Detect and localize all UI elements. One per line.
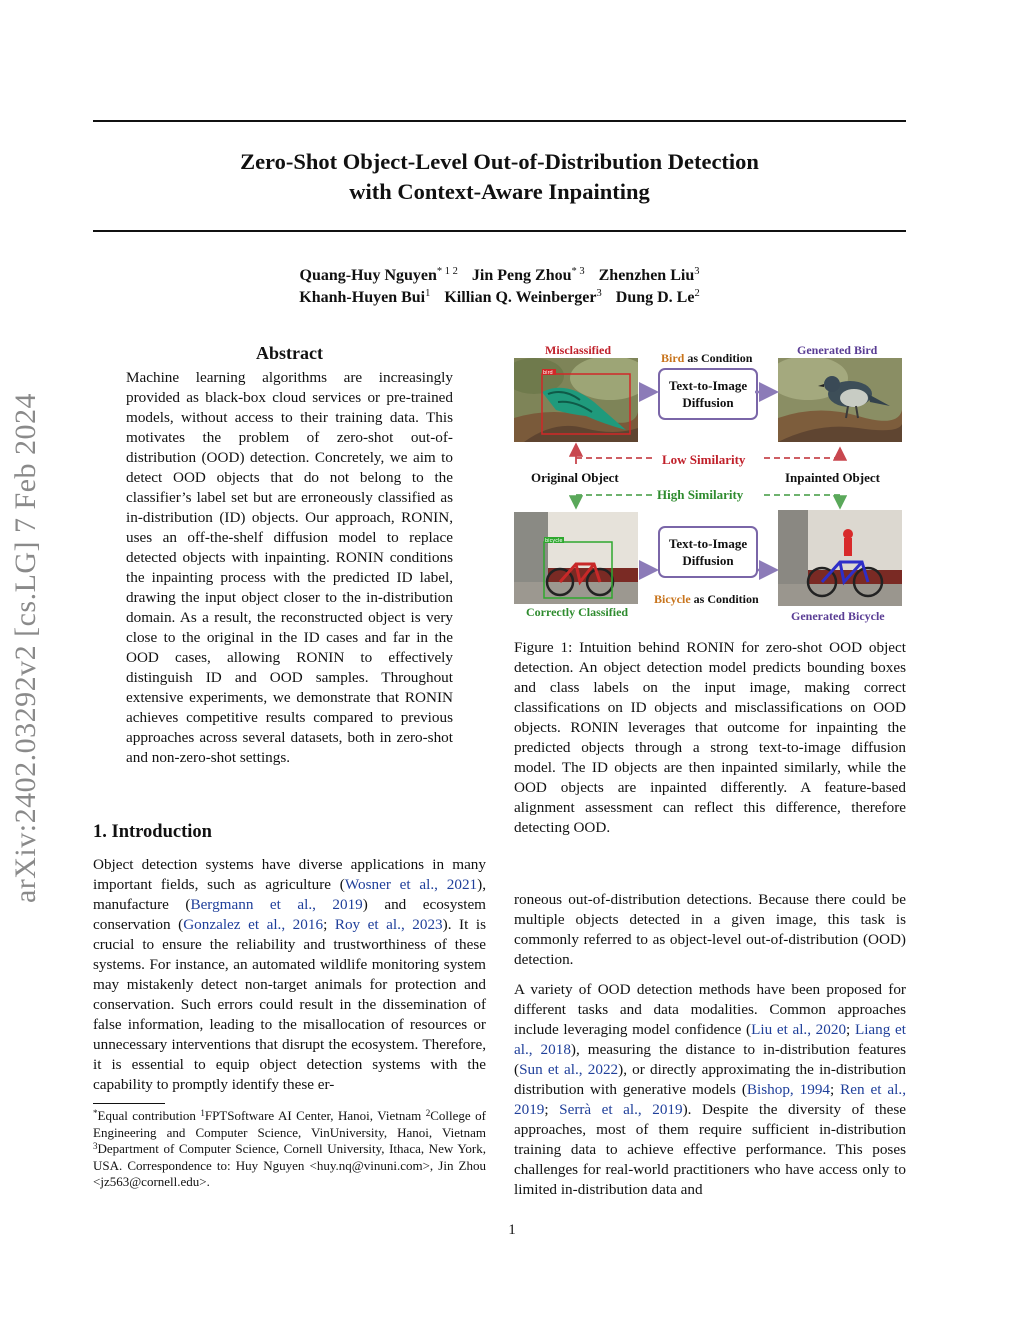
- author: Dung D. Le$^2$: [615, 288, 700, 306]
- label-generated-bird: Generated Bird: [797, 343, 878, 357]
- author: Killian Q. Weinberger$^3$: [444, 288, 602, 306]
- abstract-heading: Abstract: [256, 343, 323, 363]
- author: Jin Peng Zhou$^{* 3}$: [471, 266, 585, 284]
- title-top-rule: [93, 120, 906, 122]
- citation-link[interactable]: Roy et al., 2023: [334, 916, 443, 933]
- text-to-image-diffusion-box-top: Text-to-Image Diffusion: [658, 368, 758, 420]
- label-high-similarity: High Similarity: [657, 487, 744, 502]
- page-number: 1: [508, 1222, 516, 1238]
- footnote: *Equal contribution $^1$FPTSoftware AI Center, Hanoi, Vietnam $^2$College of Engineering and Computer Science, VinUniversity, Hanoi, Vietnam $^3$Department of Computer Science, Cornell University, Ithaca, New York, USA. Correspondence to: Huy Nguyen <huy.nq@vinuni.com>, Jin Zhou <jz563@cornell.edu>.: [93, 1108, 486, 1189]
- label-bicycle-condition: Bicycle as Condition: [654, 592, 759, 606]
- bird-tag: bird: [543, 370, 553, 376]
- footnote-rule: [93, 1103, 165, 1104]
- title-line-2: with Context-Aware Inpainting: [349, 179, 650, 204]
- label-generated-bicycle: Generated Bicycle: [791, 609, 885, 623]
- title-bottom-rule: [93, 230, 906, 232]
- citation-link[interactable]: Ren et al., 2019: [514, 1081, 906, 1118]
- title-line-1: Zero-Shot Object-Level Out-of-Distribution Detection: [240, 149, 759, 174]
- citation-link[interactable]: Sun et al., 2022: [519, 1061, 619, 1078]
- citation-link[interactable]: Bergmann et al., 2019: [190, 896, 363, 913]
- citation-link[interactable]: Gonzalez et al., 2016: [183, 916, 324, 933]
- original-bicycle-image: [514, 512, 638, 604]
- label-original-object: Original Object: [531, 470, 619, 485]
- label-misclassified: Misclassified: [545, 343, 611, 357]
- citation-link[interactable]: Wosner et al., 2021: [344, 876, 478, 893]
- bicycle-tag: bicycle: [545, 538, 563, 544]
- figure-1: [512, 340, 908, 625]
- author: Quang-Huy Nguyen$^{* 1 2}$: [299, 266, 458, 284]
- citation-link[interactable]: Bishop, 1994: [746, 1081, 831, 1098]
- figure-caption: Figure 1: Intuition behind RONIN for zero-shot OOD object detection. An object detection model predicts bounding boxes and class labels on the input image, making correct classifications on ID objects and misclassifications on OOD objects. RONIN leverages that outcome for inpainting the predicted objects through a strong text-to-image diffusion model. The ID objects are then inpainted similarly, while the OOD objects are inpainted differently. A feature-based alignment assessment can reflect this difference, therefore detecting OOD.: [514, 639, 906, 836]
- label-inpainted-object: Inpainted Object: [785, 470, 880, 485]
- author-list: [93, 265, 906, 309]
- introduction-text-continued: roneous out-of-distribution detections. Because there could be multiple objects detected in a given image, this task is commonly referred to as object-level out-of-distribution (OOD) detection. A variety of OOD detection methods have been proposed for different tasks and data modalities. Common approaches include leveraging model confidence (Liu et al., 2020; Liang et al., 2018), measuring the distance to in-distribution features (Sun et al., 2022), or directly approximating the in-distribution distribution with generative models (Bishop, 1994; Ren et al., 2019; Serrà et al., 2019). Despite the diversity of these approaches, most of them require sufficient in-distribution training data to achieve effective performance. This poses challenges for real-world practitioners who have access only to limited in-distribution data and: [514, 891, 907, 1198]
- section-heading-introduction: 1. Introduction: [93, 822, 212, 842]
- label-bird-condition: Bird as Condition: [661, 351, 753, 365]
- label-correctly-classified: Correctly Classified: [526, 605, 629, 619]
- label-low-similarity: Low Similarity: [662, 452, 746, 467]
- generated-bicycle-image: [778, 510, 902, 606]
- abstract-text: Machine learning algorithms are increasingly provided as black-box cloud services or pre-trained models, without access to their training data. This motivates the problem of zero-shot out-of-distribution (OOD) detection. Concretely, we aim to detect OOD objects that do not belong to the classifier’s label set but are erroneously classified as in-distribution (ID) objects. Our approach, RONIN, uses an off-the-shelf diffusion model to replace detected objects with inpainting. RONIN conditions the inpainting process with the predicted ID label, drawing the input object closer to the in-distribution domain. As a result, the reconstructed object is very close to the original in the ID cases and far in the OOD cases, allowing RONIN to effectively distinguish ID and OOD samples. Throughout extensive experiments, we demonstrate that RONIN achieves competitive results compared to previous approaches across several datasets, both in zero-shot and non-zero-shot settings.: [126, 369, 453, 766]
- citation-link[interactable]: Serrà et al., 2019: [559, 1101, 683, 1118]
- text-to-image-diffusion-box-bottom: Text-to-Image Diffusion: [658, 526, 758, 578]
- author: Zhenzhen Liu$^3$: [598, 266, 700, 284]
- citation-link[interactable]: Liu et al., 2020: [751, 1021, 847, 1038]
- author: Khanh-Huyen Bui$^1$: [299, 288, 431, 306]
- citation-link[interactable]: Liang et al., 2018: [514, 1021, 906, 1058]
- introduction-text: Object detection systems have diverse applications in many important fields, such as agriculture (Wosner et al., 2021), manufacture (Bergmann et al., 2019) and ecosystem conservation (Gonzalez et al., 2016; Roy et al., 2023). It is crucial to ensure the reliability and trustworthiness of these systems. For instance, an automated wildlife monitoring system may mistakenly detect non-target animals for protection and conservation. Such errors could result in the dissemination of false information, leading to the misallocation of resources or unnecessary interventions that disrupt the ecosystem. Therefore, it is essential to equip object detection systems with the capability to promptly identify these er-: [93, 856, 487, 1093]
- paper-title: [93, 147, 906, 207]
